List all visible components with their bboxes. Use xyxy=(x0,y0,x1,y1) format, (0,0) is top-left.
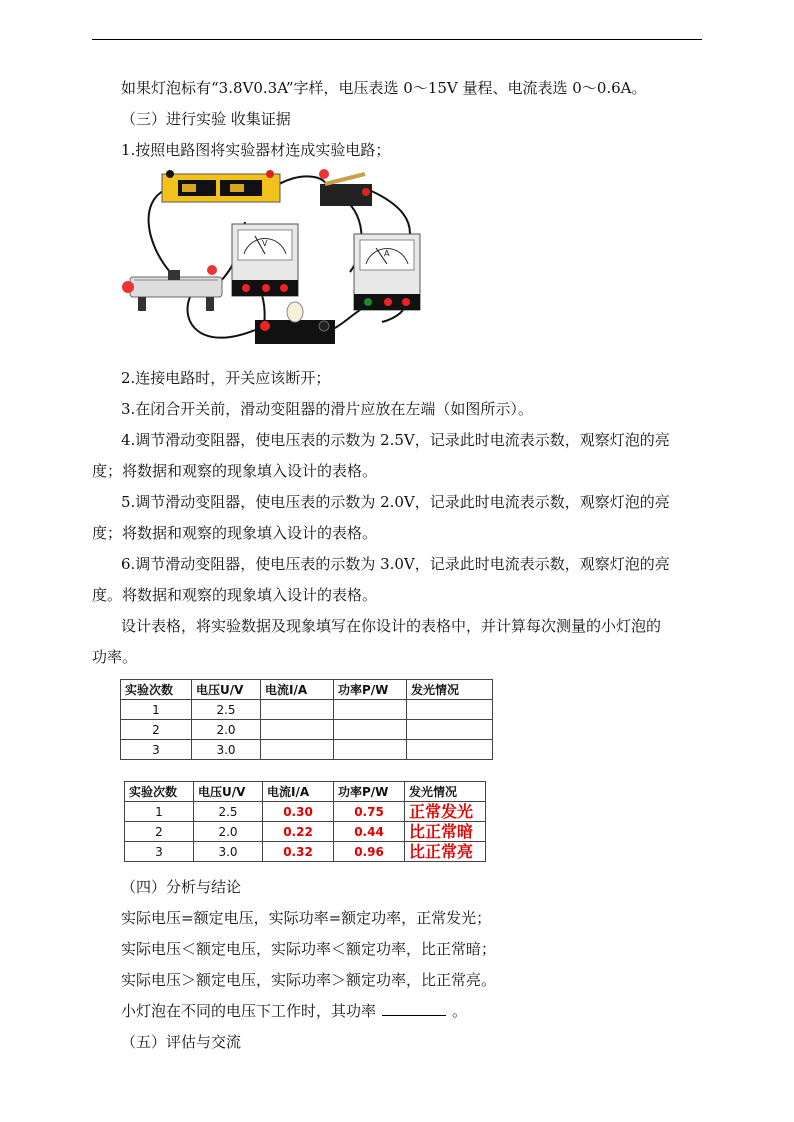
design-line2: 功率。 xyxy=(92,648,138,666)
brightness-value: 比正常亮 xyxy=(405,842,486,862)
table-row: 2 2.0 0.22 0.44 比正常暗 xyxy=(125,822,486,842)
header-current: 电流I/A xyxy=(263,782,334,802)
current-value: 0.30 xyxy=(263,802,334,822)
conclusion3: 实际电压＞额定电压，实际功率＞额定功率，比正常亮。 xyxy=(121,971,497,989)
step6-line2: 度。将数据和观察的现象填入设计的表格。 xyxy=(92,586,378,604)
header-rule xyxy=(92,39,702,40)
step4-line2: 度；将数据和观察的现象填入设计的表格。 xyxy=(92,462,378,480)
header-current: 电流I/A xyxy=(261,680,334,700)
header-trial: 实验次数 xyxy=(125,782,194,802)
ammeter-letter: A xyxy=(384,249,390,258)
table-row: 1 2.5 xyxy=(121,700,493,720)
battery-box xyxy=(162,170,280,202)
table-row: 2 2.0 xyxy=(121,720,493,740)
intro-line: 如果灯泡标有“3.8V0.3A”字样，电压表选 0～15V 量程、电流表选 0～0.6A。 xyxy=(121,79,647,97)
current-value: 0.32 xyxy=(263,842,334,862)
answer-blank xyxy=(382,1001,446,1016)
table-header-row xyxy=(121,680,493,700)
table-row: 3 3.0 xyxy=(121,740,493,760)
conclusion4 xyxy=(121,1001,467,1021)
circuit-apparatus-figure xyxy=(120,162,442,358)
header-power: 功率P/W xyxy=(334,782,405,802)
ammeter xyxy=(354,234,420,310)
conclusion1: 实际电压=额定电压，实际功率=额定功率，正常发光； xyxy=(121,909,492,927)
table-header-row xyxy=(125,782,486,802)
header-trial: 实验次数 xyxy=(121,680,192,700)
switch xyxy=(319,169,372,206)
design-table-blank xyxy=(120,679,493,760)
conclusion4-end: 。 xyxy=(452,1002,468,1020)
voltmeter xyxy=(232,224,298,296)
header-voltage: 电压U/V xyxy=(194,782,263,802)
step2: 2.连接电路时，开关应该断开； xyxy=(121,369,331,387)
step3: 3.在闭合开关前，滑动变阻器的滑片应放在左端（如图所示）。 xyxy=(121,400,533,418)
header-power: 功率P/W xyxy=(334,680,407,700)
brightness-value: 正常发光 xyxy=(405,802,486,822)
section4-title: （四）分析与结论 xyxy=(121,878,242,896)
step4-line1: 4.调节滑动变阻器，使电压表的示数为 2.5V，记录此时电流表示数，观察灯泡的亮 xyxy=(121,431,670,449)
header-brightness: 发光情况 xyxy=(405,782,486,802)
step5-line2: 度；将数据和观察的现象填入设计的表格。 xyxy=(92,524,378,542)
section5-title: （五）评估与交流 xyxy=(121,1033,242,1051)
power-value: 0.96 xyxy=(334,842,405,862)
light-bulb-holder xyxy=(255,302,335,344)
section3-title: （三）进行实验 收集证据 xyxy=(121,110,291,128)
design-table-filled xyxy=(124,781,486,862)
power-value: 0.44 xyxy=(334,822,405,842)
conclusion2: 实际电压＜额定电压，实际功率＜额定功率，比正常暗； xyxy=(121,940,497,958)
table-row: 1 2.5 0.30 0.75 正常发光 xyxy=(125,802,486,822)
design-line1: 设计表格，将实验数据及现象填写在你设计的表格中，并计算每次测量的小灯泡的 xyxy=(121,617,662,635)
step6-line1: 6.调节滑动变阻器，使电压表的示数为 3.0V，记录此时电流表示数，观察灯泡的亮 xyxy=(121,555,670,573)
step1: 1.按照电路图将实验器材连成实验电路； xyxy=(121,141,391,159)
conclusion4-text: 小灯泡在不同的电压下工作时，其功率 xyxy=(121,1002,377,1020)
header-voltage: 电压U/V xyxy=(192,680,261,700)
brightness-value: 比正常暗 xyxy=(405,822,486,842)
current-value: 0.22 xyxy=(263,822,334,842)
voltmeter-letter: V xyxy=(262,239,268,248)
step5-line1: 5.调节滑动变阻器，使电压表的示数为 2.0V，记录此时电流表示数，观察灯泡的亮 xyxy=(121,493,670,511)
sliding-rheostat xyxy=(122,265,222,311)
table-row: 3 3.0 0.32 0.96 比正常亮 xyxy=(125,842,486,862)
power-value: 0.75 xyxy=(334,802,405,822)
header-brightness: 发光情况 xyxy=(407,680,493,700)
